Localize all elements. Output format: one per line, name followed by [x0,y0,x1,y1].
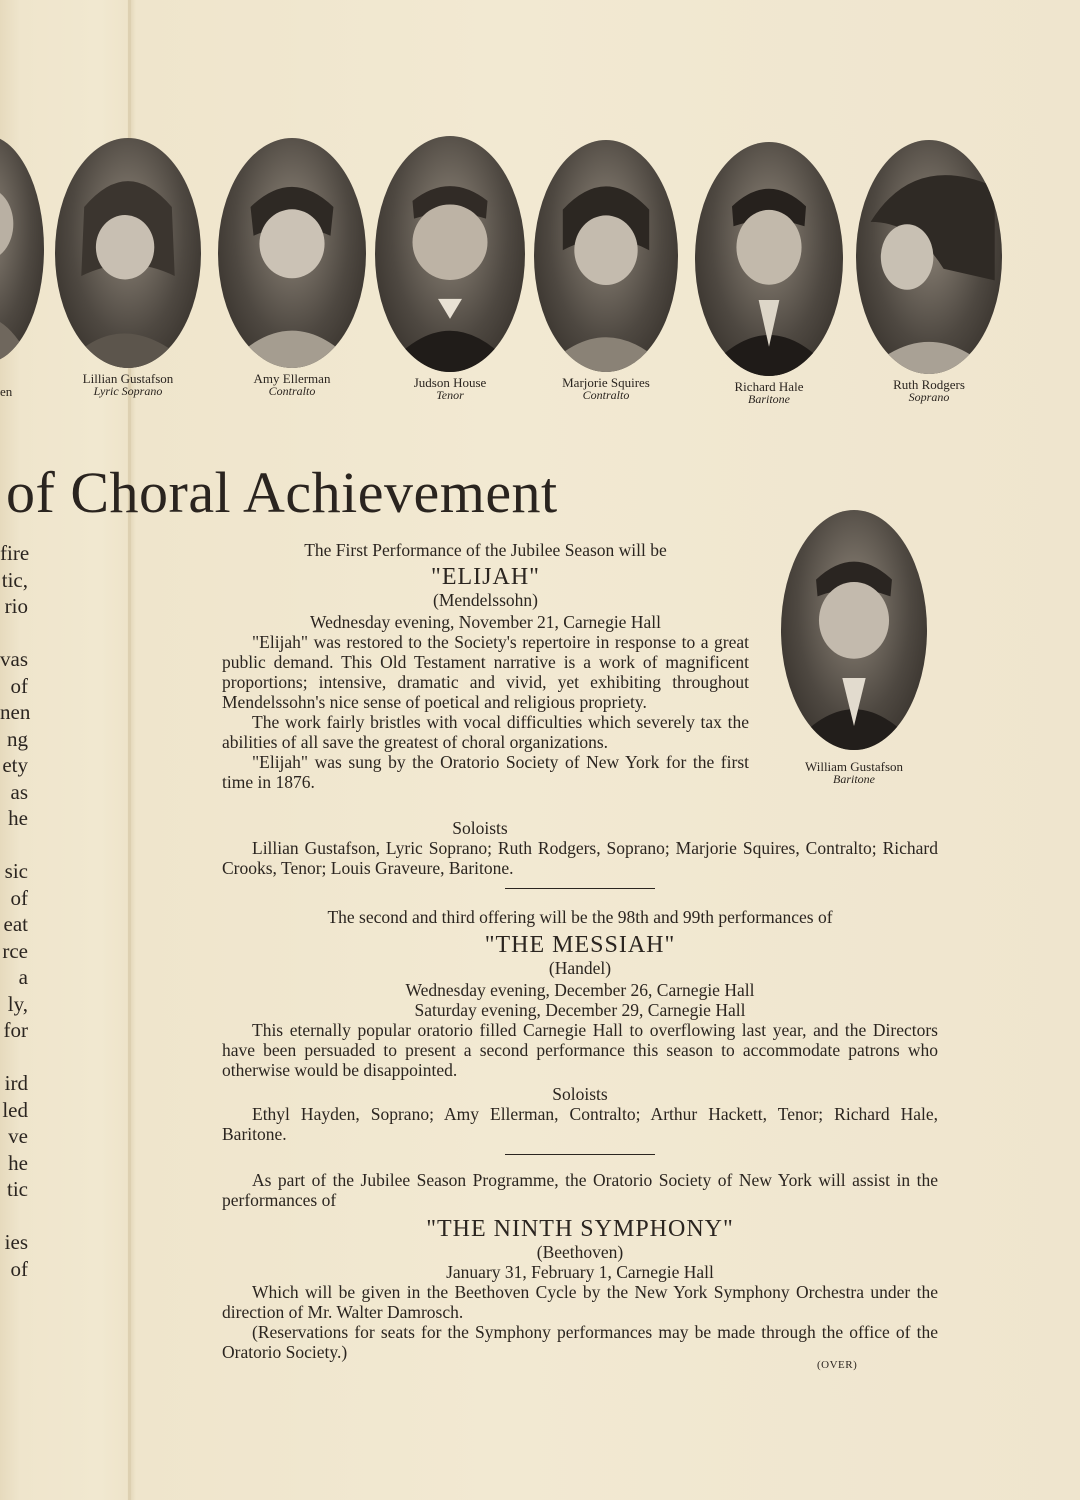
messiah-section [222,907,938,1167]
text-fragment: ve [8,1124,28,1148]
portrait-caption-voice: Baritone [748,392,790,406]
portrait-william-gustafson [776,510,932,786]
text-fragment: tic, [1,567,28,592]
portrait-caption-voice: Baritone [833,772,875,786]
over-note: (OVER) [817,1359,858,1371]
text-fragment: vas [0,647,28,671]
left-page-fragments [0,540,31,1282]
text-fragment: rce [2,938,28,963]
page-title: of Choral Achievement [6,460,558,525]
elijah-title: "ELIJAH" [431,564,540,590]
messiah-date: Saturday evening, December 29, Carnegie Hall [414,1000,746,1020]
portrait-caption-voice: Contralto [268,384,316,398]
text-fragment: a [18,965,28,989]
portrait-caption-name: Lillian Gustafson [82,371,174,386]
text-fragment [0,1203,28,1230]
elijah-section [222,540,749,792]
portrait-photo [695,142,843,376]
text-fragment: rio [4,594,28,618]
portrait-amy-ellerman [212,138,372,398]
portrait-caption-name: William Gustafson [804,759,904,774]
messiah-title: "THE MESSIAH" [484,932,676,958]
text-fragment [0,620,28,647]
text-fragment: led [2,1097,28,1122]
elijah-soloists [222,818,938,901]
portrait-photo [781,510,927,750]
text-fragment: he [8,1150,28,1175]
divider [505,888,655,889]
messiah-composer: (Handel) [548,958,612,978]
text-fragment: eat [3,912,28,936]
portrait-caption-voice: Soprano [908,390,950,404]
text-fragment: fire [0,541,30,565]
portrait-judson-house [372,136,528,402]
portrait-caption-voice: Contralto [582,388,630,402]
text-fragment: sic [4,859,28,883]
messiah-date: Wednesday evening, December 26, Carnegie Hall [405,980,755,1000]
portrait-photo [375,136,525,372]
messiah-paragraph: This eternally popular oratorio filled Carnegie Hall to overflowing last year, and the Directors have been persuaded to present a second performance this season to accommodate patrons who otherwise would be disappointed. [222,1020,938,1080]
text-fragment: ety [2,753,28,777]
portrait-caption-name: Richard Hale [734,379,804,394]
soloists-list: Ethyl Hayden, Soprano; Amy Ellerman, Contralto; Arthur Hackett, Tenor; Richard Hale, Baritone. [222,1104,938,1144]
portrait-caption-name: en [0,384,13,399]
elijah-composer: (Mendelssohn) [433,590,538,610]
text-fragment: for [3,1018,28,1042]
ninth-paragraph: Which will be given in the Beethoven Cycle by the New York Symphony Orchestra under the direction of Mr. Walter Damrosch. [222,1282,938,1322]
elijah-paragraph: "Elijah" was sung by the Oratorio Society of New York for the first time in 1876. [222,752,749,792]
portrait-marjorie-squires [530,140,682,402]
portrait-photo [856,140,1002,374]
ninth-composer: (Beethoven) [536,1242,624,1262]
portrait-caption-voice: Lyric Soprano [93,384,163,398]
portrait-lillian-gustafson [50,138,206,398]
ninth-paragraph: (Reservations for seats for the Symphony performances may be made through the office of the Oratorio Society.) [222,1322,938,1362]
elijah-intro: The First Performance of the Jubilee Season will be [304,540,667,560]
ninth-date: January 31, February 1, Carnegie Hall [446,1262,714,1282]
elijah-paragraph: "Elijah" was restored to the Society's repertoire in response to a great public demand. This Old Testament narrative is a work of magnificent proportions; intensive, dramatic and vivid, yet exhibiting throughout Mendelssohn's nice sense of poetical and religious propriety. [222,632,749,712]
ninth-symphony-section [222,1170,938,1362]
portrait-photo [0,135,44,363]
divider [505,1154,655,1155]
text-fragment: tic [7,1177,28,1201]
ninth-intro: As part of the Jubilee Season Programme, the Oratorio Society of New York will assist in the performances of [222,1170,938,1210]
text-fragment: of [10,885,28,910]
soloists-label: Soloists [552,1084,608,1104]
text-fragment: ly, [7,991,28,1016]
text-fragment [0,1044,28,1071]
portrait-ruth-rodgers [852,140,1006,404]
messiah-intro: The second and third offering will be the 98th and 99th performances of [327,907,833,927]
portrait-photo [55,138,201,368]
portrait-caption-name: Judson House [413,375,487,390]
elijah-paragraph: The work fairly bristles with vocal difficulties which severely tax the abilities of all save the greatest of choral organizations. [222,712,749,752]
text-fragment: as [10,779,28,804]
portrait-photo [534,140,678,372]
soloists-list: Lillian Gustafson, Lyric Soprano; Ruth Rodgers, Soprano; Marjorie Squires, Contralto; Richard Crooks, Tenor; Louis Graveure, Baritone. [222,838,938,878]
portrait-caption-voice: Tenor [436,388,464,402]
portrait-caption-name: Marjorie Squires [562,375,650,390]
text-fragment: nen [0,700,31,724]
portrait-photo [218,138,366,368]
text-fragment: of [10,673,28,698]
text-fragment: of [10,1256,28,1281]
text-fragment: ng [7,726,28,751]
soloists-label: Soloists [452,818,508,838]
portrait-partial [0,135,45,363]
text-fragment: ird [4,1071,28,1095]
elijah-date: Wednesday evening, November 21, Carnegie Hall [310,612,661,632]
portrait-richard-hale [690,142,848,406]
portrait-caption-name: Ruth Rodgers [893,377,965,392]
ninth-title: "THE NINTH SYMPHONY" [426,1216,734,1242]
text-fragment: he [8,806,28,830]
text-fragment: ies [4,1230,28,1254]
portrait-caption-name: Amy Ellerman [253,371,331,386]
